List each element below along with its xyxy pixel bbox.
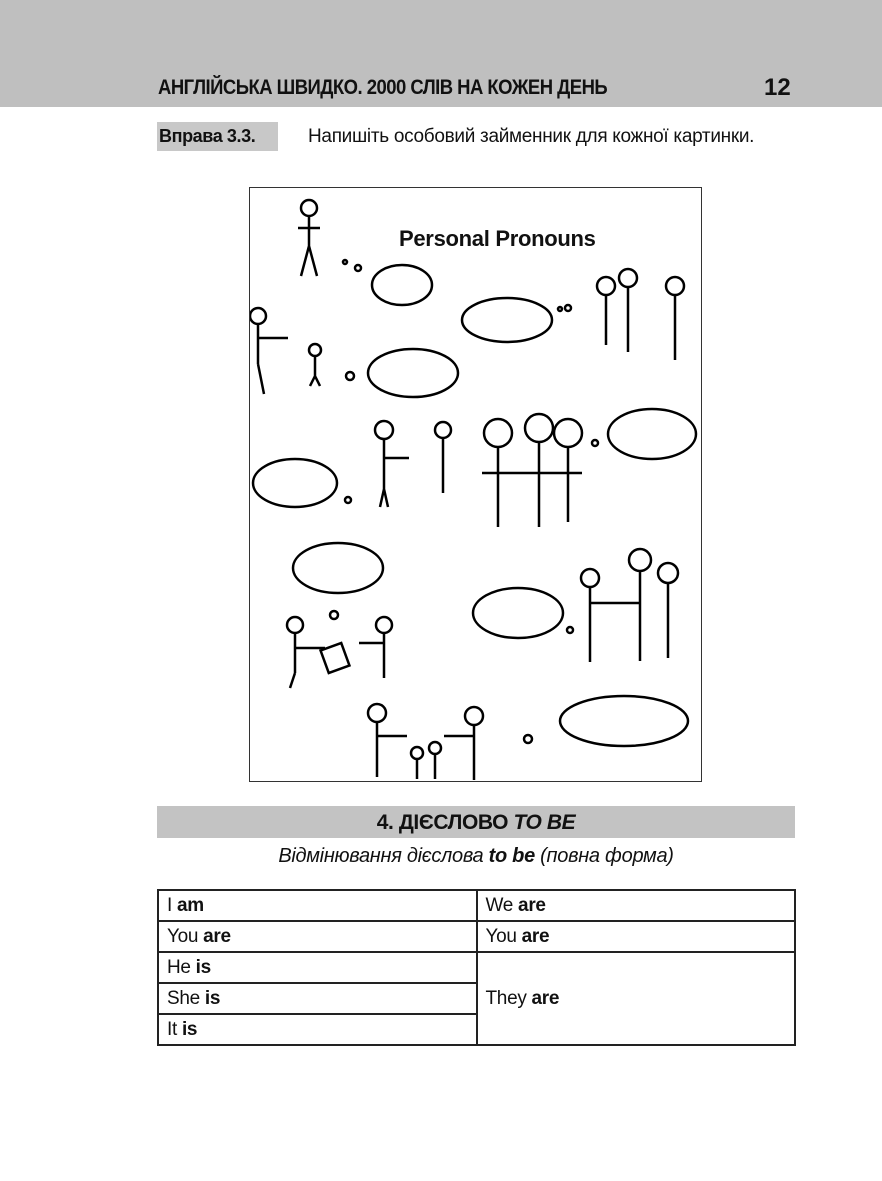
table-row bbox=[158, 890, 795, 921]
verb-form: is bbox=[195, 956, 211, 978]
verb-form: is bbox=[181, 1018, 198, 1040]
pronoun: You bbox=[167, 925, 204, 947]
verb-form: is bbox=[204, 987, 221, 1009]
table-caption bbox=[157, 845, 795, 868]
pronoun: It bbox=[167, 1018, 182, 1040]
table-cell bbox=[158, 983, 477, 1014]
thought-cloud bbox=[253, 265, 696, 746]
pronoun: We bbox=[485, 894, 519, 916]
page-number: 12 bbox=[764, 74, 791, 101]
pronoun: I bbox=[167, 894, 177, 916]
thought-dots bbox=[330, 260, 598, 743]
verb-form: are bbox=[521, 925, 550, 947]
table-cell bbox=[158, 952, 477, 983]
stick-figures bbox=[250, 200, 684, 780]
table-row bbox=[158, 921, 795, 952]
conjugation-table bbox=[157, 889, 796, 1046]
table-cell bbox=[477, 921, 796, 952]
table-cell bbox=[477, 890, 796, 921]
verb-form: am bbox=[176, 894, 204, 916]
caption-text-end: (повна форма) bbox=[534, 845, 674, 867]
illustration-title: Personal Pronouns bbox=[399, 226, 596, 251]
table-cell bbox=[477, 952, 796, 1045]
pronoun: They bbox=[485, 987, 532, 1009]
pronoun: He bbox=[167, 956, 196, 978]
section-heading bbox=[157, 806, 795, 838]
pronoun: She bbox=[167, 987, 205, 1009]
exercise-label: Вправа 3.3. bbox=[157, 122, 278, 151]
caption-bold: to be bbox=[488, 845, 535, 867]
caption-text: Відмінювання дієслова bbox=[278, 845, 489, 867]
table-cell bbox=[158, 1014, 477, 1045]
book-title: АНГЛІЙСЬКА ШВИДКО. 2000 СЛІВ НА КОЖЕН ДЕНЬ bbox=[158, 76, 608, 99]
verb-form: are bbox=[518, 894, 546, 916]
exercise-instruction: Напишіть особовий займенник для кожної картинки. bbox=[308, 126, 755, 147]
table-cell bbox=[158, 921, 477, 952]
pronoun: You bbox=[485, 925, 522, 947]
table-cell bbox=[158, 890, 477, 921]
section-title: TO BE bbox=[513, 811, 576, 834]
section-number: 4. ДІЄСЛОВО bbox=[376, 811, 514, 834]
pronouns-illustration bbox=[249, 187, 702, 782]
page-header bbox=[0, 0, 882, 107]
table-row bbox=[158, 952, 795, 983]
verb-form: are bbox=[531, 987, 560, 1009]
verb-form: are bbox=[203, 925, 231, 947]
illustration-drawing bbox=[250, 188, 701, 781]
